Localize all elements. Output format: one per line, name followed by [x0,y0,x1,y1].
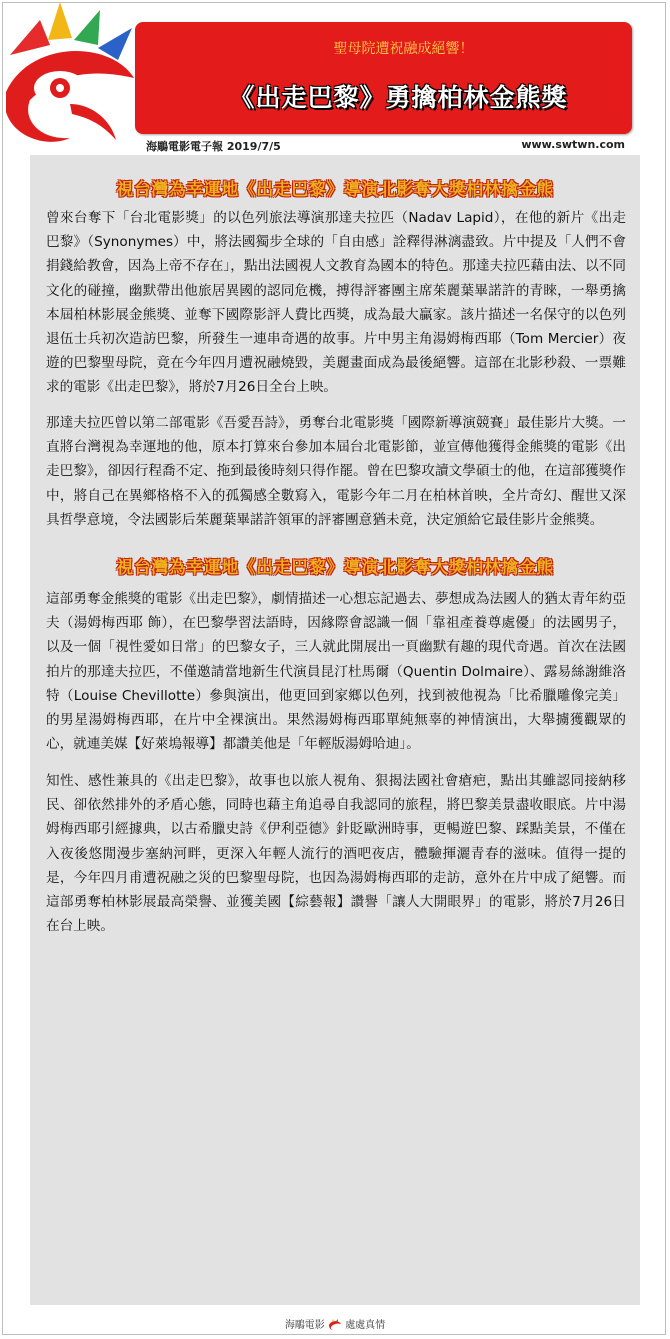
paragraph: 知性、感性兼具的《出走巴黎》，故事也以旅人視角、狠揭法國社會瘡疤，點出其雖認同接納移民、卻依然排外的矛盾心態，同時也藉主角追尋自我認同的旅程，將巴黎美景盡收眼底。片中湯姆梅西耶引經據典，以古希臘史詩《伊利亞德》針貶歐洲時事，更暢遊巴黎、踩點美景，不僅在入夜後悠閒漫步塞納河畔，更深入年輕人流行的酒吧夜店，體驗揮灑青春的滋味。值得一提的是，今年四月甫遭祝融之災的巴黎聖母院，也因為湯姆梅西耶的走訪，意外在片中成了絕響。而這部勇奪柏林影展最高榮譽、並獲美國【綜藝報】讚譽「讓人大開眼界」的電影，將於7月26日在台上映。 [46,773,626,935]
title-banner [135,22,632,134]
footer-left-text: 海鵰電影 [284,1320,325,1331]
footer [0,1316,670,1331]
paragraph: 這部勇奪金熊獎的電影《出走巴黎》，劇情描述一心想忘記過去、夢想成為法國人的猶太青年約亞夫（湯姆梅西耶 飾），在巴黎學習法語時，因緣際會認識一個「靠祖產養尊處優」的法國男子，以及一個「視性愛如日常」的巴黎女子，三人就此開展出一頁幽默有趣的現代奇遇。首次在法國拍片的那達夫拉匹，不僅邀請當地新生代演員昆汀杜馬爾（Quentin Dolmaire）、露易絲謝維洛特（Louise Chevillotte）參與演出，他更回到家鄉以色列，找到被他視為「比希臘雕像完美」的男星湯姆梅西耶，在片中全裸演出。果然湯姆梅西耶單純無辜的神情演出，大舉擄獲觀眾的心，就連美媒【好萊塢報導】都讚美他是「年輕版湯姆哈迪」。 [46,591,626,753]
section-heading: 視台灣為幸運地《出走巴黎》導演北影奪大獎柏林擒金熊 [116,180,554,200]
banner-subtitle: 聖母院遭祝融成絕響！ [333,41,474,57]
paragraph: 曾來台奪下「台北電影獎」的以色列旅法導演那達夫拉匹（Nadav Lapid），在他的新片《出走巴黎》（Synonymes）中，將法國獨步全球的「自由感」詮釋得淋漓盡致。片中提及「人們不會捐錢給教會，因為上帝不存在」，點出法國視人文教育為國本的特色。那達夫拉匹藉由法、以不同文化的碰撞，幽默帶出他旅居異國的認同危機，搏得評審團主席茱麗葉畢諾許的青睞，一舉勇擒本屆柏林影展金熊獎、並奪下國際影評人費比西獎，成為最大贏家。該片描述一名保守的以色列退伍士兵初次造訪巴黎，所發生一連串奇遇的故事。片中男主角湯姆梅西耶（Tom Mercier）夜遊的巴黎聖母院，竟在今年四月遭祝融燒毀，美麗畫面成為最後絕響。這部在北影秒殺、一票難求的電影《出走巴黎》，將於7月26日全台上映。 [46,210,626,396]
banner-headline: 《出走巴黎》勇擒柏林金熊獎 [229,83,568,112]
website-link[interactable]: www.swtwn.com [521,138,625,151]
haidiao-logo [0,0,140,150]
paragraph: 那達夫拉匹曾以第二部電影《吾愛吾詩》，勇奪台北電影獎「國際新導演競賽」最佳影片大獎。一直將台灣視為幸運地的他，原本打算來台參加本屆台北電影節，並宣傳他獲得金熊獎的電影《出走巴黎》，卻因行程喬不定、拖到最後時刻只得作罷。曾在巴黎攻讀文學碩士的他，在這部獲獎作中，將自己在異鄉格格不入的孤獨感全數寫入，電影今年二月在柏林首映，全片奇幻、醒世又深具哲學意境，令法國影后茱麗葉畢諾許領軍的評審團意猶未竟，決定頒給它最佳影片金熊獎。 [46,415,626,528]
article-body [30,155,640,1305]
mini-logo-icon [328,1319,342,1331]
source-date: 海鵰電影電子報 2019/7/5 [146,140,281,153]
footer-right-text: 處處真情 [345,1320,386,1331]
section-heading: 視台灣為幸運地《出走巴黎》導演北影奪大獎柏林擒金熊 [116,558,554,578]
